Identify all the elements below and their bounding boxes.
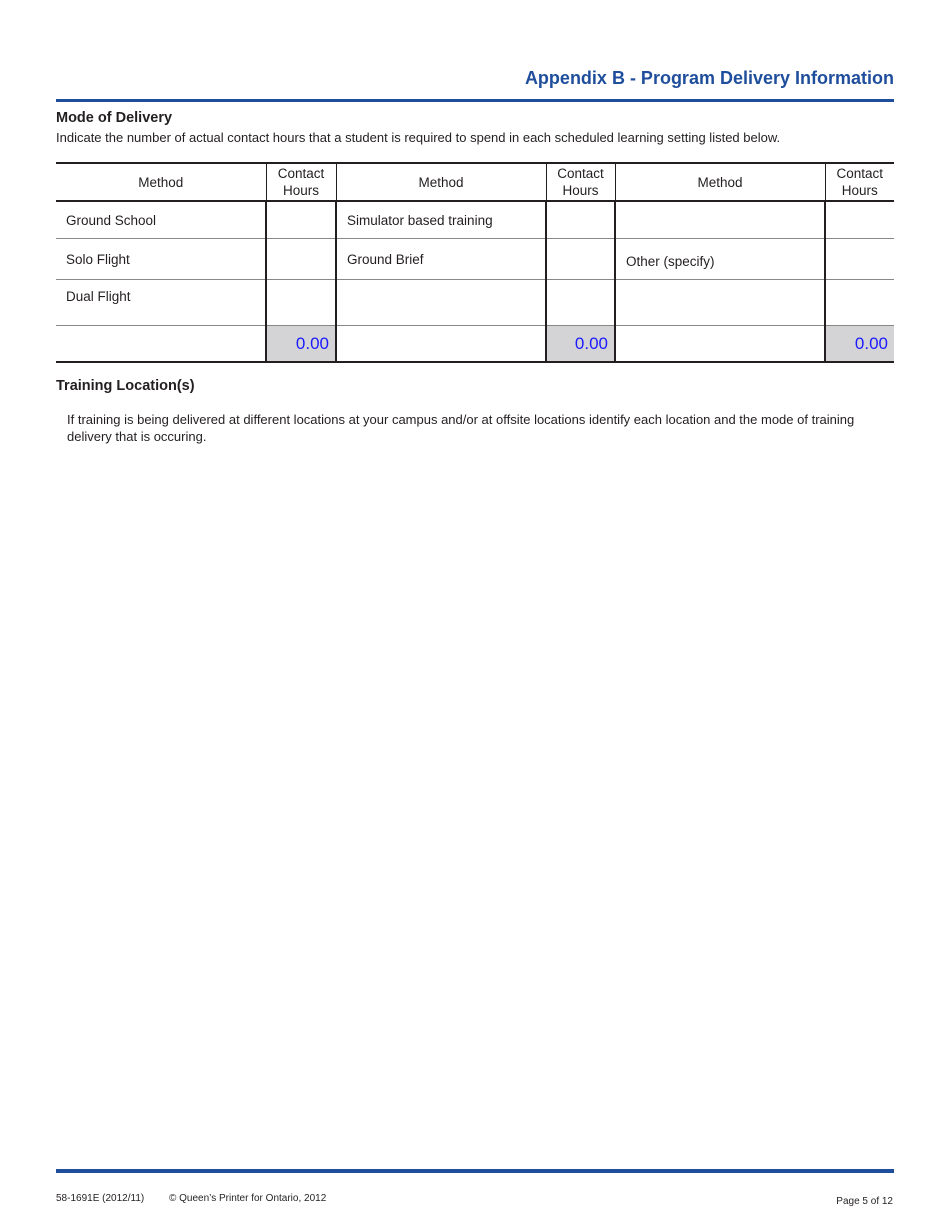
contact-hours-header: Contact Hours: [546, 163, 615, 201]
form-number: 58-1691E (2012/11): [56, 1193, 145, 1204]
page-title: Appendix B - Program Delivery Information: [524, 68, 894, 88]
mode-of-delivery-instructions: Indicate the number of actual contact hours that a student is required to spend in each scheduled learning setting listed below.: [56, 130, 781, 145]
method-header: Method: [336, 163, 546, 201]
hours-field[interactable]: [825, 280, 894, 326]
method-cell-dual-flight: Dual Flight: [56, 280, 266, 326]
table-header-row: [56, 163, 894, 201]
method-cell-blank[interactable]: [336, 280, 546, 326]
ground-school-hours-field[interactable]: [266, 201, 336, 239]
footer-rule: [56, 1169, 894, 1173]
total-spacer: [56, 326, 266, 363]
method-cell-ground-brief: Ground Brief: [336, 239, 546, 280]
simulator-hours-field[interactable]: [546, 201, 615, 239]
method-header: Method: [615, 163, 825, 201]
method-cell-blank[interactable]: [615, 280, 825, 326]
table-row: [56, 239, 894, 280]
dual-flight-hours-field[interactable]: [266, 280, 336, 326]
training-location-paragraph: If training is being delivered at different locations at your campus and/or at offsite locations identify each location and the mode of training delivery that is occuring.: [67, 412, 855, 444]
contact-hours-header: Contact Hours: [825, 163, 894, 201]
total-spacer: [615, 326, 825, 363]
copyright: © Queen’s Printer for Ontario, 2012: [169, 1193, 327, 1204]
delivery-table: [56, 162, 894, 363]
contact-hours-header: Contact Hours: [266, 163, 336, 201]
mode-of-delivery-heading: Mode of Delivery: [56, 110, 173, 126]
header-rule: [56, 99, 894, 102]
method-header: Method: [56, 163, 266, 201]
page-number: Page 5 of 12: [836, 1196, 893, 1207]
method-cell-other-specify[interactable]: Other (specify): [615, 239, 825, 280]
total-hours-field: 0.00: [546, 326, 615, 363]
totals-row: [56, 326, 894, 363]
hours-field[interactable]: [546, 280, 615, 326]
total-hours-field: 0.00: [825, 326, 894, 363]
method-cell-ground-school: Ground School: [56, 201, 266, 239]
table-row: [56, 201, 894, 239]
method-cell-simulator: Simulator based training: [336, 201, 546, 239]
total-hours-field: 0.00: [266, 326, 336, 363]
table-row: [56, 280, 894, 326]
method-cell-blank[interactable]: [615, 201, 825, 239]
hours-field[interactable]: [825, 201, 894, 239]
method-cell-solo-flight: Solo Flight: [56, 239, 266, 280]
ground-brief-hours-field[interactable]: [546, 239, 615, 280]
solo-flight-hours-field[interactable]: [266, 239, 336, 280]
other-hours-field[interactable]: [825, 239, 894, 280]
total-spacer: [336, 326, 546, 363]
training-location-heading: Training Location(s): [56, 378, 195, 394]
